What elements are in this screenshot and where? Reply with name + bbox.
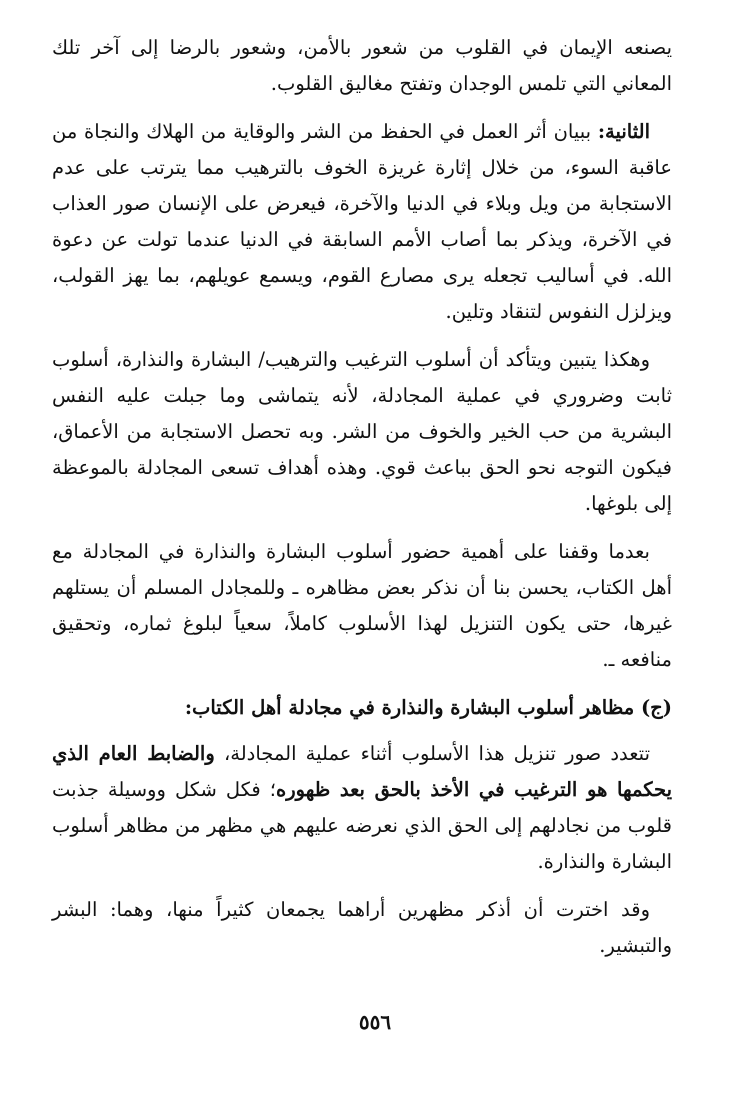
paragraph-5-bold: والضابط العام الذي يحكمها هو الترغيب في الأخذ بالحق بعد ظهوره (52, 742, 672, 801)
paragraph-1 (52, 30, 672, 102)
paragraph-5-intro: تتعدد صور تنزيل هذا الأسلوب أثناء عملية المجادلة، (214, 742, 650, 765)
paragraph-6-text: وقد اخترت أن أذكر مظهرين أراهما يجمعان كثيراً منها، وهما: البشر والتبشير. (52, 898, 672, 957)
paragraph-2-lead: الثانية: (597, 120, 650, 143)
paragraph-5 (52, 736, 672, 880)
paragraph-3 (52, 342, 672, 522)
paragraph-2 (52, 114, 672, 330)
paragraph-3-text: وهكذا يتبين ويتأكد أن أسلوب الترغيب والترهيب/ البشارة والنذارة، أسلوب ثابت وضروري في عملية المجادلة، لأنه يتماشى وما جبلت عليه النفس البشرية من حب الخير والخوف من الشر. وبه تحصل الاستجابة من الأعماق، فيكون التوجه نحو الحق بباعث قوي. وهذه أهداف تسعى المجادلة بالموعظة إلى بلوغها. (52, 348, 672, 515)
paragraph-2-text: ببيان أثر العمل في الحفظ من الشر والوقاية من الهلاك والنجاة من عاقبة السوء، من خلال إثارة غريزة الخوف بالترهيب مما يترتب على عدم الاستجابة من ويل وبلاء في الدنيا والآخرة، فيعرض على الإنسان صور العذاب في الآخرة، ويذكر بما أصاب الأمم السابقة في الدنيا عندما تولت عن دعوة الله. في أساليب تجعله يرى مصارع القوم، ويسمع عويلهم، بما يهز القولب، ويزلزل النفوس لتنقاد وتلين. (52, 120, 672, 323)
paragraph-6 (52, 892, 672, 964)
paragraph-1-text: يصنعه الإيمان في القلوب من شعور بالأمن، وشعور بالرضا إلى آخر تلك المعاني التي تلمس الوجدان وتفتح مغاليق القلوب. (52, 36, 672, 95)
paragraph-4 (52, 534, 672, 678)
paragraph-4-text: بعدما وقفنا على أهمية حضور أسلوب البشارة والنذارة في المجادلة مع أهل الكتاب، يحسن بنا أن نذكر بعض مظاهره ـ وللمجادل المسلم أن يستلهم غيرها، حتى يكون التنزيل لهذا الأسلوب كاملاً، سعياً لبلوغ ثماره، وتحقيق منافعه ـ. (52, 540, 672, 671)
page-number: ٥٥٦ (358, 1010, 392, 1034)
section-heading: (ج) مظاهر أسلوب البشارة والنذارة في مجادلة أهل الكتاب: (184, 696, 672, 719)
document-body (52, 30, 672, 976)
paragraph-5-rest: ؛ فكل شكل ووسيلة جذبت قلوب من نجادلهم إلى الحق الذي نعرضه عليهم هي مظهر من مظاهر أسلوب البشارة والنذارة. (52, 778, 672, 873)
